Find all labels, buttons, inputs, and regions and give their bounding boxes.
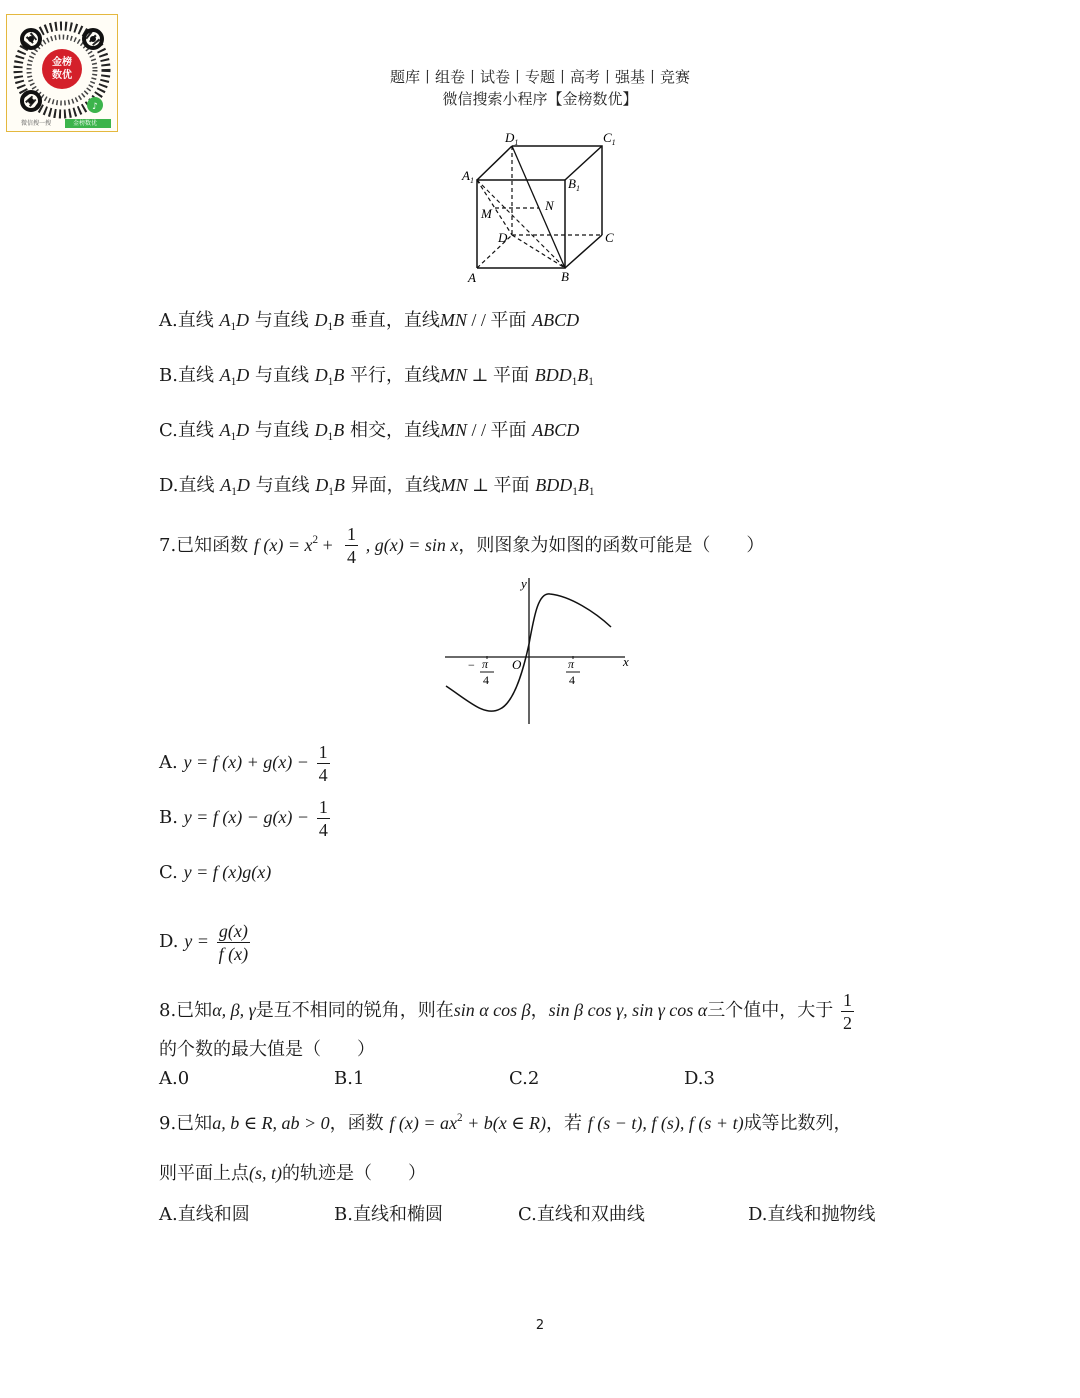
cube-figure (455, 128, 625, 288)
q7-stem: 7.已知函数 f $(x) = x^2$ + $\frac{1}{4}$ , g(x) = sin x，则图象为如图的函数可能是（ ） (159, 524, 765, 568)
q7-option-a[interactable]: A. y = f (x) + g(x) − $\frac{1}{4}$ (159, 741, 328, 785)
header-search-hint: 微信搜索小程序【金榜数优】 (442, 90, 638, 108)
label-b1: B (568, 176, 576, 191)
q6-option-b[interactable]: B.直线 $A_1D$ 与直线 $D_1B$ 平行，直线MN ⊥ 平面 $BDD_1B_1$ (159, 365, 594, 388)
q8-choice-d[interactable]: D.3 (684, 1068, 715, 1089)
q6-option-c[interactable]: C.直线 $A_1D$ 与直线 $D_1B$ 相交，直线MN / / 平面 ABCD (159, 420, 580, 443)
tick-pos-pi: π (568, 657, 575, 671)
label-b: B (561, 269, 569, 284)
q7-option-c[interactable]: C. y = f (x)g(x) (159, 862, 272, 883)
q7-option-b[interactable]: B. y = f (x) − g(x) − $\frac{1}{4}$ (159, 796, 328, 840)
q8-stem-line2: 的个数的最大值是（ ） (159, 1039, 375, 1060)
axis-y-label: y (521, 576, 527, 591)
q9-choice-b[interactable]: B.直线和椭圆 (334, 1204, 443, 1225)
q7-option-d[interactable]: D. y = $\frac{g(x)}{f (x)}$ (159, 920, 249, 964)
tick-neg-pi: π (482, 657, 489, 671)
qr-footer-right: 金榜数优 (73, 120, 98, 127)
q9-choice-a[interactable]: A.直线和圆 (159, 1204, 250, 1225)
q8-choice-b[interactable]: B.1 (334, 1068, 365, 1089)
tick-pos-4: 4 (569, 673, 575, 687)
q9-choice-c[interactable]: C.直线和双曲线 (518, 1204, 645, 1225)
q8-choice-c[interactable]: C.2 (509, 1068, 540, 1089)
q8-choice-a[interactable]: A.0 (159, 1068, 190, 1089)
q9-stem-line2: 则平面上点(s, t)的轨迹是（ ） (159, 1163, 426, 1184)
page-number: 2 (535, 1318, 545, 1333)
q8-stem: 8.已知α, β, γ是互不相同的锐角，则在sin α cos β，sin β cos γ, sin γ cos α三个值中，大于 $\frac{1}{2}$ (159, 989, 852, 1033)
label-c: C (605, 230, 614, 245)
qr-footer-left: 微信搜一搜 (21, 120, 52, 127)
axis-x-label: x (623, 654, 629, 669)
q7-function-graph (440, 572, 640, 732)
label-c1: C (603, 130, 612, 145)
tick-neg-minus: − (468, 658, 475, 672)
svg-text:B1: $B_1$ (568, 176, 580, 193)
tick-neg-4: 4 (483, 673, 489, 687)
label-a1: A (462, 168, 470, 183)
svg-text:D1: $D_1$ (505, 130, 519, 147)
q6-option-a[interactable]: A.直线 $A_1D$ 与直线 $D_1B$ 垂直，直线MN / / 平面 ABCD (159, 310, 580, 333)
svg-text:♪: ♪ (92, 102, 98, 112)
q9-stem: 9.已知a, b ∈ R, ab > 0，函数 f $(x) = ax^2 + b(x$ ∈ R)，若 f (s − t), f (s), f (s + t)成等比数列， (159, 1112, 852, 1134)
qr-brand-bottom: 数优 (52, 70, 72, 81)
label-m: M (481, 206, 492, 221)
origin-label: O (512, 657, 522, 672)
q6-option-d[interactable]: D.直线 $A_1D$ 与直线 $D_1B$ 异面，直线MN ⊥ 平面 $BDD_1B_1$ (159, 475, 595, 498)
label-n: N (545, 198, 554, 213)
svg-text:A1: $A_1$ (462, 168, 474, 185)
label-d1: D (505, 130, 515, 145)
q9-choice-d[interactable]: D.直线和抛物线 (748, 1204, 876, 1225)
header-nav: 题库丨组卷丨试卷丨专题丨高考丨强基丨竞赛 (389, 68, 690, 86)
svg-text:C1: $C_1$ (603, 130, 616, 147)
qr-brand-top: 金榜 (52, 57, 72, 68)
label-d: D (498, 230, 508, 245)
label-a: A (468, 270, 476, 285)
